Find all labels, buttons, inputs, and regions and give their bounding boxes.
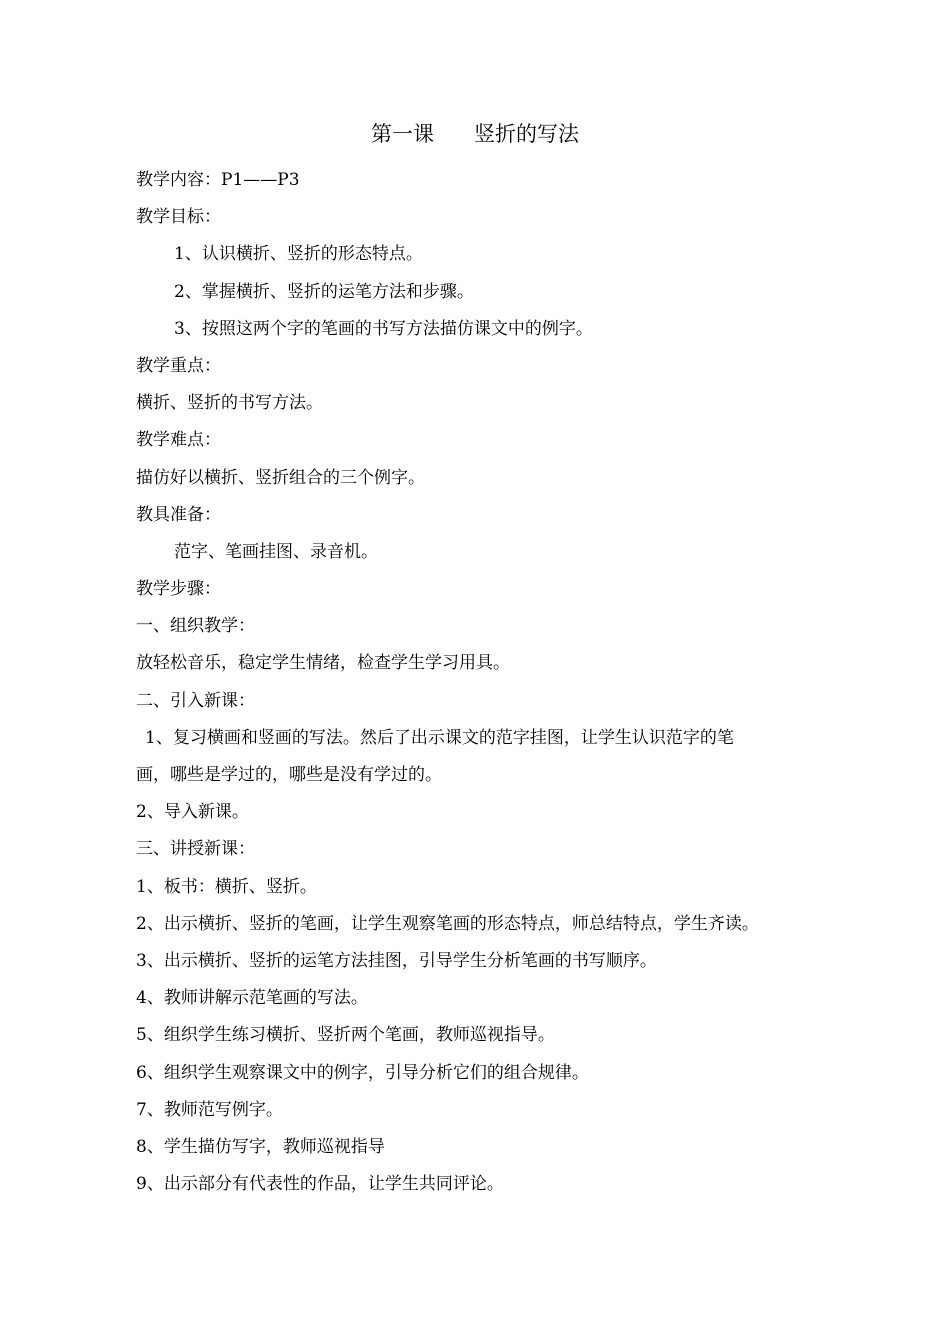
- section-3-item-2: 2、出示横折、竖折的笔画，让学生观察笔画的形态特点，师总结特点，学生齐读。: [136, 913, 759, 934]
- section-3-item-1: 1、板书：横折、竖折。: [136, 876, 317, 897]
- steps-heading: 教学步骤：: [136, 579, 221, 600]
- section-3-item-9: 9、出示部分有代表性的作品，让学生共同评论。: [136, 1174, 504, 1195]
- section-3-heading: 三、讲授新课：: [136, 839, 255, 860]
- section-3-item-6: 6、组织学生观察课文中的例字，引导分析它们的组合规律。: [136, 1062, 589, 1083]
- key-points-text: 横折、竖折的书写方法。: [136, 393, 323, 414]
- section-2-heading: 二、引入新课：: [136, 690, 255, 711]
- goal-item-1: 1、认识横折、竖折的形态特点。: [174, 244, 423, 265]
- difficulties-text: 描仿好以横折、竖折组合的三个例字。: [136, 467, 425, 488]
- section-2-item-2: 2、导入新课。: [136, 802, 249, 823]
- section-1-heading: 一、组织教学：: [136, 616, 255, 637]
- section-2-item-1-line-2: 画，哪些是学过的，哪些是没有学过的。: [136, 765, 442, 785]
- section-3-item-5: 5、组织学生练习横折、竖折两个笔画，教师巡视指导。: [136, 1025, 555, 1046]
- section-3-item-3: 3、出示横折、竖折的运笔方法挂图，引导学生分析笔画的书写顺序。: [136, 950, 657, 971]
- key-points-heading: 教学重点：: [136, 355, 221, 376]
- document-body: [136, 162, 826, 1203]
- difficulties-heading: 教学难点：: [136, 430, 221, 451]
- materials-text: 范字、笔画挂图、录音机。: [174, 541, 378, 562]
- section-3-item-7: 7、教师范写例字。: [136, 1099, 283, 1120]
- section-2-item-1-line-1: 1、复习横画和竖画的写法。然后了出示课文的范字挂图，让学生认识范字的笔: [145, 727, 734, 748]
- section-1-text: 放轻松音乐，稳定学生情绪，检查学生学习用具。: [136, 653, 510, 674]
- teaching-goals-heading: 教学目标：: [136, 207, 221, 228]
- teaching-content-line: 教学内容：P1——P3: [136, 170, 300, 190]
- goal-item-3: 3、按照这两个字的笔画的书写方法描仿课文中的例字。: [174, 318, 593, 339]
- section-3-item-8: 8、学生描仿写字，教师巡视指导: [136, 1136, 385, 1157]
- section-3-item-4: 4、教师讲解示范笔画的写法。: [136, 988, 368, 1009]
- materials-heading: 教具准备：: [136, 504, 221, 525]
- document-title: 第一课 竖折的写法: [370, 122, 580, 146]
- goal-item-2: 2、掌握横折、竖折的运笔方法和步骤。: [174, 281, 474, 302]
